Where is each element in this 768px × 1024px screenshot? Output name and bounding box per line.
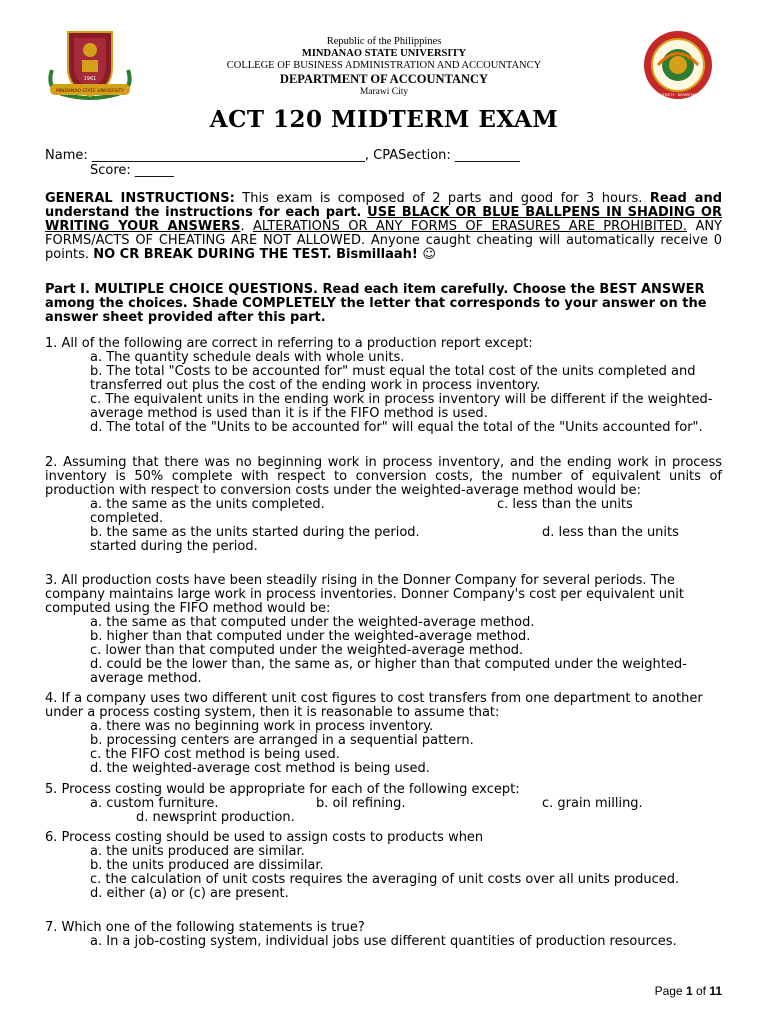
general-instructions — [45, 192, 722, 262]
option-a: a. In a job-costing system, individual jobs use different quantities of production resources. — [90, 934, 677, 949]
option-a: a. the same as the units completed. — [90, 497, 325, 512]
option-b: b. The total "Costs to be accounted for" must equal the total cost of the units completed and transferred out plus the cost of the ending work in process inventory. — [90, 364, 696, 393]
of-word: of — [692, 984, 710, 998]
question-7 — [45, 921, 722, 949]
option-d: d. The total of the "Units to be accounted for" will equal the total of the "Units accounted for". — [90, 420, 703, 435]
question-4 — [45, 692, 722, 776]
instructions-text-2: . — [240, 219, 253, 234]
option-a: a. custom furniture. — [90, 796, 219, 811]
score-line: Score: ______ — [90, 163, 174, 178]
part1-instructions: Part I. MULTIPLE CHOICE QUESTIONS. Read each item carefully. Choose the BEST ANSWER among the choices. Shade COMPLETELY the letter that corresponds to your answer on the answer sheet provided after this part. — [45, 282, 707, 325]
option-row-abc — [45, 797, 722, 811]
option-c-continued: completed. — [90, 511, 164, 526]
option-b: b. oil refining. — [316, 796, 406, 811]
instructions-bold-2: NO CR BREAK DURING THE TEST. Bismillaah! ☺ — [93, 247, 436, 262]
city-line: Marawi City — [359, 87, 409, 97]
question-2 — [45, 456, 722, 554]
current-page-number: 1 — [685, 984, 693, 998]
department-name: DEPARTMENT OF ACCOUNTANCY — [279, 72, 489, 86]
option-c: c. lower than that computed under the weighted-average method. — [90, 643, 524, 658]
name-cpasection-line: Name: __________________________________________, CPASection: __________ — [45, 148, 520, 163]
option-c: c. the FIFO cost method is being used. — [90, 747, 340, 762]
instructions-bold-1: Read and understand the instructions for each part. — [45, 191, 723, 220]
option-c: c. grain milling. — [542, 796, 643, 811]
question-stem: 1. All of the following are correct in referring to a production report except: — [45, 336, 533, 351]
option-d-continued: started during the period. — [90, 539, 258, 554]
instructions-text-3: ANY FORMS/ACTS OF CHEATING ARE NOT ALLOWED. Anyone caught cheating will automatically receive 0 points. — [45, 219, 723, 262]
option-row-bd — [45, 526, 722, 540]
instructions-underline-1: USE BLACK OR BLUE BALLPENS IN SHADING OR WRITING YOUR ANSWERS — [45, 205, 722, 234]
instructions-text-1: This exam is composed of 2 parts and good for 3 hours. — [234, 191, 650, 206]
option-a: a. the same as that computed under the weighted-average method. — [90, 615, 535, 630]
question-stem: 5. Process costing would be appropriate for each of the following except: — [45, 782, 520, 797]
option-c: c. the calculation of unit costs requires the averaging of unit costs over all units produced. — [90, 872, 680, 887]
option-c: c. less than the units — [497, 497, 633, 512]
option-b: b. the units produced are dissimilar. — [90, 858, 324, 873]
total-page-count: 11 — [709, 984, 722, 998]
option-c: c. The equivalent units in the ending work in process inventory will be different if the weighted-average method is used than it is if the FIFO method is used. — [90, 392, 713, 421]
question-1 — [45, 337, 722, 435]
question-stem: 4. If a company uses two different unit cost figures to cost transfers from one department to another under a process costing system, then it is reasonable to assume that: — [45, 691, 703, 720]
page-number-footer — [655, 984, 722, 998]
question-stem: 2. Assuming that there was no beginning work in process inventory, and the ending work in process inventory is 50% complete with respect to conversion costs, the number of equivalent units of production with respect to conversion costs under the weighted-average method would be: — [45, 455, 722, 498]
seal-year-text: 1961 — [83, 76, 97, 82]
option-d: d. newsprint production. — [136, 810, 295, 825]
question-5 — [45, 783, 722, 825]
instructions-label: GENERAL INSTRUCTIONS: — [45, 191, 235, 206]
page-word: Page — [654, 984, 686, 998]
option-d: d. either (a) or (c) are present. — [90, 886, 289, 901]
option-a: a. there was no beginning work in process inventory. — [90, 719, 434, 734]
option-d: d. the weighted-average cost method is being used. — [90, 761, 430, 776]
option-a: a. the units produced are similar. — [90, 844, 305, 859]
option-b: b. processing centers are arranged in a sequential pattern. — [90, 733, 474, 748]
accountancy-seal-right-logo — [623, 28, 733, 102]
college-name: COLLEGE OF BUSINESS ADMINISTRATION AND ACCOUNTANCY — [226, 60, 542, 71]
option-b: b. higher than that computed under the weighted-average method. — [90, 629, 531, 644]
instructions-underline-2: ALTERATIONS OR ANY FORMS OF ERASURES ARE PROHIBITED. — [252, 219, 688, 234]
republic-line: Republic of the Philippines — [326, 36, 442, 47]
question-stem: 6. Process costing should be used to assign costs to products when — [45, 830, 484, 845]
exam-title: ACT 120 MIDTERM EXAM — [209, 106, 559, 133]
option-a: a. The quantity schedule deals with whole units. — [90, 350, 405, 365]
option-b: b. the same as the units started during the period. — [90, 525, 420, 540]
right-seal-text: MINDANAO STATE UNIVERSITY · DEPARTMENT OF ACCOUNTANCY — [623, 93, 733, 97]
question-3 — [45, 574, 722, 686]
letterhead — [150, 36, 618, 98]
option-row-ac — [45, 498, 722, 512]
question-6 — [45, 831, 722, 901]
option-d: d. less than the units — [542, 525, 679, 540]
seal-banner-text: MINDANAO STATE UNIVERSITY — [55, 89, 125, 94]
option-d: d. could be the lower than, the same as, or higher than that computed under the weighted-average method. — [90, 657, 687, 686]
question-stem: 3. All production costs have been steadily rising in the Donner Company for several periods. The company maintains large work in process inventories. Donner Company's cost per equivalent unit computed using the FIFO method would be: — [45, 573, 685, 616]
university-name: MINDANAO STATE UNIVERSITY — [301, 48, 467, 59]
msu-seal-left-logo — [44, 28, 136, 102]
question-stem: 7. Which one of the following statements is true? — [45, 920, 365, 935]
